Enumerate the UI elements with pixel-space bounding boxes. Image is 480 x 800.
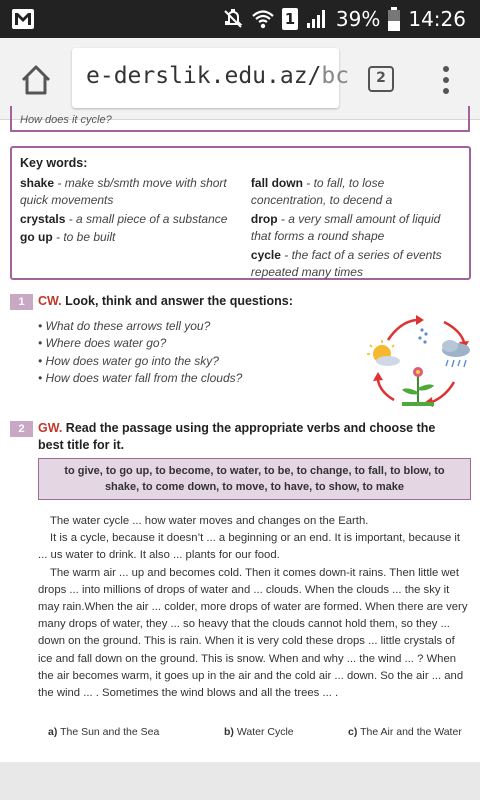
wifi-icon (251, 8, 275, 30)
url-path: bc (321, 63, 350, 89)
url-bar[interactable] (72, 48, 350, 108)
exercise-2-number: 2 (10, 421, 33, 437)
url-domain: e-derslik.edu.az/ (86, 63, 322, 89)
battery-icon (387, 7, 401, 31)
page-content[interactable] (0, 114, 480, 762)
key-words-title: Key words: (20, 156, 88, 170)
exercise-1-heading: CW. Look, think and answer the questions: (38, 294, 293, 308)
tabs-icon[interactable]: 2 (368, 66, 394, 92)
key-word-item: shake - make sb/smth move with short quick movements (20, 175, 227, 207)
passage-paragraph: The warm air ... up and becomes cold. Then it comes down-it rains. Then little wet drops ... into millions of drops of water and ... clouds. When the clouds ... the sky it may rain.When the air ... colder, more drops of water are formed. When there are very many drops of water, they ... so heavy that the clouds cannot hold them, so they ... down on the ground. This is rain. When it is very cold these drops ... little crystals of ice and fall down on the ground. This is snow. When and why ... the wind ... ? When the air becomes warm, it goes up in the air and the cold air ... down. So the air ... and the wind ... . Sometimes the wind blows and all the trees ... . (38, 566, 468, 700)
key-word-item: crystals - a small piece of a substance (20, 211, 228, 226)
water-cycle-illustration (362, 312, 472, 412)
question-item: • How does water fall from the clouds? (38, 371, 243, 386)
exercise-1-questions (38, 318, 258, 388)
prev-section-text: How does it cycle? (20, 114, 112, 126)
question-item: • What do these arrows tell you? (38, 319, 211, 333)
key-words-right (251, 175, 461, 283)
battery-percent: 39% (335, 7, 381, 31)
question-item: • How does water go into the sky? (38, 353, 219, 368)
key-word-item: drop - a very small amount of liquid that forms a round shape (250, 211, 441, 243)
key-words-box (10, 146, 471, 280)
status-bar (0, 0, 480, 38)
exercise-2-heading: GW. Read the passage using the appropriate verbs and choose the best title for it. (38, 421, 436, 452)
answer-option-b: b) Water Cycle (224, 726, 294, 738)
menu-icon[interactable] (436, 62, 456, 98)
sim-badge: 1 (282, 8, 298, 30)
answer-option-a: a) The Sun and the Sea (48, 726, 160, 738)
answer-option-c: c) The Air and the Water (348, 726, 462, 738)
question-item: • Where does water go? (38, 336, 167, 351)
clock: 14:26 (408, 7, 466, 31)
passage (38, 513, 472, 702)
key-words-left (20, 175, 251, 283)
mute-icon (222, 8, 244, 30)
home-icon (18, 62, 54, 98)
verbs-box: to give, to go up, to become, to water, to be, to change, to fall, to blow, to shake, to come down, to move, to have, to show, to make (38, 458, 471, 500)
key-word-item: fall down - to fall, to lose concentration, to decend a (250, 175, 393, 207)
key-word-item: cycle - the fact of a series of events repeated many times (250, 247, 442, 279)
mail-icon (12, 9, 34, 29)
key-word-item: go up - to be built (20, 230, 116, 244)
signal-icon (305, 8, 329, 30)
bottom-area (0, 762, 480, 800)
exercise-1-number: 1 (10, 294, 33, 310)
home-button[interactable] (18, 62, 54, 98)
passage-paragraph: The water cycle ... how water moves and changes on the Earth. (50, 515, 369, 527)
passage-paragraph: It is a cycle, because it doesn’t ... a beginning or an end. It is important, because it ... us water to drink. It also ... plants for our food. (38, 532, 461, 562)
